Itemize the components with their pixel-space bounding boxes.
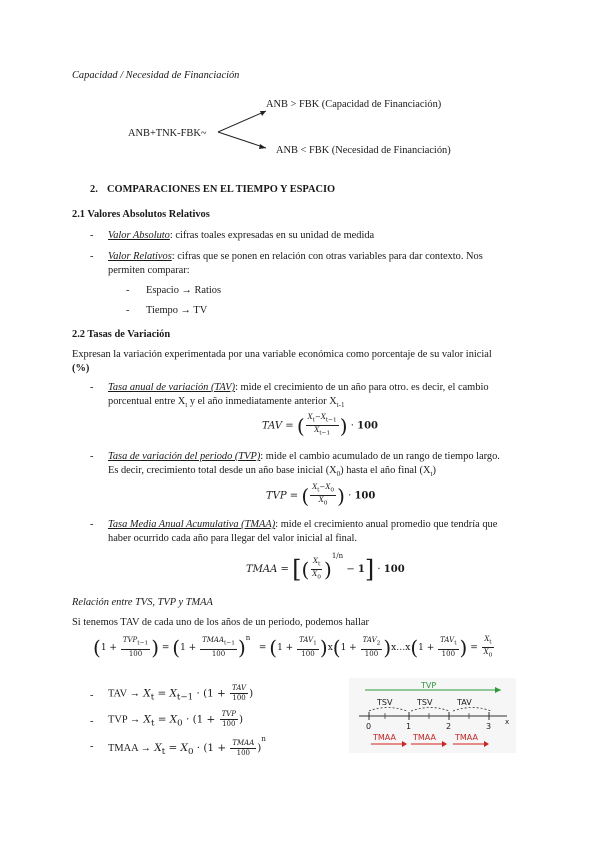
branch-arrows (216, 108, 272, 152)
tvp-formula: TVP = ( $\frac{X_t-X_0}{X_0}$ ) · 100 (266, 483, 376, 508)
tav-sub-t: t (185, 401, 188, 410)
diagram-tmaa3-label: TMAA (455, 733, 478, 742)
diagram-tick-2: 2 (446, 722, 452, 731)
timeline-diagram (349, 678, 516, 753)
diagram-tsv2-label: TSV (417, 698, 433, 707)
tav-relation-label: TAV → (108, 688, 140, 700)
tvp-text-2: Es decir, crecimiento total desde un año base inicial (X (108, 465, 337, 476)
valor-absoluto-text: : cifras toales expresadas en su unidad de medida (169, 230, 375, 241)
tav-formula: TAV = ( $\frac{X_t-X_{t-1}}{X_{t-1}}$ ) · 100 (262, 413, 378, 438)
tav-text-1: : mide el crecimiento de un año para otro. es decir, el cambio (235, 382, 489, 393)
diagram-tick-0: 0 (366, 722, 372, 731)
relacion-title: Relación entre TVS, TVP y TMAA (72, 597, 213, 608)
tav-eq-label: TAV (262, 420, 283, 432)
relacion-formula: (1 + $\frac{TVP_{t-1}}{100}$ ) = (1 + $\frac{TMAA_{t-1}}{100}$ )$^n$ = (1 + $\frac{TAV_1}{100}$ )x(1 + $\frac{TAV_2}{100}$ )x…x(1 + $\frac{TAV_t}{100}$ ) = $\frac{X_t}{X_0}$ (93, 634, 493, 660)
term-tvp: Tasa de variación del periodo (TVP) (108, 451, 261, 462)
term-tav: Tasa anual de variación (TAV) (108, 382, 236, 393)
bullet-dash: - (126, 285, 130, 296)
tvp-relation-label: TVP → (108, 714, 141, 726)
branch-top: ANB > FBK (Capacidad de Financiación) (266, 99, 442, 110)
tav-text-3: y el año inmediatamente anterior X (187, 396, 337, 407)
tvp-relation: TVP → $X_t = X_0 \cdot (1$ + $\frac{\text{TVP}}{100}$ ) (108, 710, 244, 729)
sub-tiempo: Tiempo → TV (146, 305, 208, 316)
tav-text-2: porcentual entre X (108, 396, 186, 407)
tvp-text-4: ) (432, 465, 436, 476)
branch-bottom: ANB < FBK (Necesidad de Financiación) (276, 145, 451, 156)
diagram-tav-label: TAV (457, 698, 472, 707)
tmaa-eq-label: TMAA (246, 564, 278, 575)
tav-definition-line-2 (108, 396, 345, 409)
section-number: 2. (90, 184, 98, 195)
term-valor-absoluto: Valor Absoluto (108, 230, 170, 241)
tmaa-definition-line-2: haber ocurrido cada año para llegar del valor inicial al final. (108, 533, 357, 544)
capacidad-title: Capacidad / Necesidad de Financiación (72, 70, 240, 81)
tmaa-relation-label: TMAA → (108, 743, 152, 754)
tmaa-definition (108, 519, 497, 530)
subsection-21-title: 2.1 Valores Absolutos Relativos (72, 209, 210, 220)
tvp-definition-line-2 (108, 465, 436, 478)
bullet-dash: - (126, 305, 130, 316)
tvp-sub-t: t (430, 470, 433, 479)
tvp-sub-0: 0 (336, 470, 341, 479)
diagram-tick-1: 1 (406, 722, 412, 731)
section-title: COMPARACIONES EN EL TIEMPO Y ESPACIO (107, 184, 336, 195)
bullet-dash: - (90, 451, 94, 462)
subsection-22-title: 2.2 Tasas de Variación (72, 329, 171, 340)
tav-sub-t1: t-1 (336, 401, 345, 410)
diagram-x-label: x (505, 718, 510, 726)
branch-left: ANB+TNK-FBK~ (128, 128, 207, 139)
tmaa-formula: TMAA = [( $\frac{X_t}{X_0}$ )$^{1/n}$ − 1] · 100 (246, 552, 405, 584)
tav-definition (108, 382, 489, 393)
term-tmaa: Tasa Media Anual Acumulativa (TMAA) (108, 519, 276, 530)
tvp-definition (108, 451, 500, 462)
bullet-dash: - (90, 716, 94, 727)
diagram-tick-3: 3 (486, 722, 492, 731)
bullet-dash: - (90, 230, 94, 241)
intro-line-1: Expresan la variación experimentada por una variable económica como porcentaje de su valor inicial (72, 349, 492, 360)
diagram-tmaa1-label: TMAA (373, 733, 396, 742)
tav-relation: TAV → $X_t = X_{t-1} \cdot (1$ + $\frac{\text{TAV}}{100}$ ) (108, 684, 254, 703)
bullet-dash: - (90, 519, 94, 530)
tvp-text-1: : mide el cambio acumulado de un rango de tiempo largo. (260, 451, 500, 462)
tvp-eq-label: TVP (266, 490, 287, 502)
intro-line-2: (%) (72, 363, 90, 374)
bullet-dash: - (90, 382, 94, 393)
diagram-tvp-label: TVP (421, 681, 437, 690)
bullet-valor-absoluto (108, 230, 374, 241)
bullet-dash: - (90, 690, 94, 701)
bullet-dash: - (90, 741, 94, 752)
tmaa-text-1: : mide el crecimiento anual promedio que tendría que (275, 519, 498, 530)
sub-espacio: Espacio → Ratios (146, 285, 222, 296)
valor-relativos-text: : cifras que se ponen en relación con otras variables para dar contexto. Nos (171, 251, 483, 262)
term-valor-relativos: Valor Relativos (108, 251, 172, 262)
tvp-text-3: ) hasta el año final (X (340, 465, 431, 476)
valor-relativos-text-2: permiten comparar: (108, 265, 190, 276)
bullet-dash: - (90, 251, 94, 262)
diagram-tmaa2-label: TMAA (413, 733, 436, 742)
bullet-valor-relativos (108, 251, 483, 262)
tmaa-relation: TMAA → $X_t = X_0 \cdot (1$ + $\frac{\text{TMAA}}{100}$ )$^n$ (108, 735, 266, 758)
relacion-text: Si tenemos TAV de cada uno de los años de un periodo, podemos hallar (72, 617, 369, 628)
diagram-tsv1-label: TSV (377, 698, 393, 707)
